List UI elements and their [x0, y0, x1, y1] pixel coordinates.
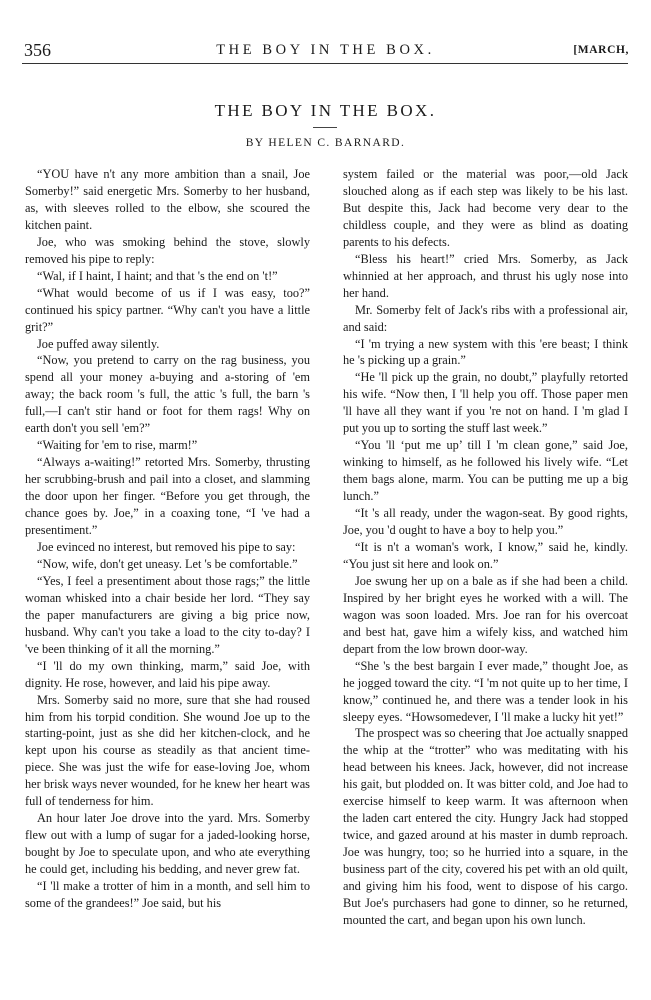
paragraph: system failed or the material was poor,—old Jack slouched along as if each step was likely to be his last. But despite this, Jack had become very dear to the childless couple, and they were as blind as doating parents to his defects.	[343, 167, 628, 249]
paragraph: The prospect was so cheering that Joe actually snapped the whip at the “trotter” who was meditating with his head between his knees. Jack, however, did not increase his gait, but plodded on. It was bitter cold, and Joe had to exercise himself to keep warm. It was afternoon when the laden cart entered the city. Hungry Jack had stopped twice, and gazed around at his master in dumb reproach. Joe was hungry, too; so he hurried into a square, in the business part of the city, covered his pet with an old quilt, and giving him his food, went to dispose of his cargo. But Joe's purchasers had gone to dinner, so he returned, mounted the cart, and began upon his own lunch.	[343, 726, 628, 927]
paragraph: “It 's all ready, under the wagon-seat. By good rights, Joe, you 'd ought to have a boy to help you.”	[343, 506, 628, 538]
paragraph: “Wal, if I haint, I haint; and that 's the end on 't!”	[37, 268, 278, 283]
paragraph: “I 'm trying a new system with this 'ere beast; I think he 's picking up a grain.”	[343, 336, 628, 368]
paragraph: Mr. Somerby felt of Jack's ribs with a professional air, and said:	[343, 302, 628, 334]
paragraph: “YOU have n't any more ambition than a snail, Joe Somerby!” said energetic Mrs. Somerby to her husband, as, with sleeves rolled to the elbow, she scoured the kitchen paint.	[25, 167, 310, 232]
paragraph: “He 'll pick up the grain, no doubt,” playfully retorted his wife. “Now then, I 'll help you off. Those paper men 'll have all they want if you 're not on hand. I 'm glad I put you up to sorting the stuff last week.”	[343, 370, 628, 436]
paragraph: “I 'll make a trotter of him in a month, and sell him to some of the grandees!” Joe said, but his	[25, 879, 310, 910]
header-rule	[22, 63, 628, 64]
paragraph: Joe, who was smoking behind the stove, slowly removed his pipe to reply:	[25, 234, 310, 266]
paragraph: “I 'll do my own thinking, marm,” said Joe, with dignity. He rose, however, and laid his pipe away.	[25, 658, 310, 690]
paragraph: Joe puffed away silently.	[37, 336, 160, 351]
paragraph: “What would become of us if I was easy, too?” continued his spicy partner. “Why can't you have a little grit?”	[25, 285, 310, 334]
paragraph: “Waiting for 'em to rise, marm!”	[37, 438, 198, 453]
left-column	[25, 166, 310, 912]
running-header	[22, 40, 629, 60]
paragraph: “Always a-waiting!” retorted Mrs. Somerby, thrusting her scrubbing-brush and pail into a closet, and slamming the door upon her finger. “Before you get through, the chance goes by. Joe,” in a coaxing tone, “I 've had a presentiment.”	[25, 455, 310, 538]
paragraph: An hour later Joe drove into the yard. Mrs. Somerby flew out with a lump of sugar for a jaded-looking horse, bought by Joe to speculate upon, and who ate everything he could get, including his bedding, and never grew fat.	[25, 811, 310, 877]
right-column	[343, 166, 628, 929]
article-title: THE BOY IN THE BOX.	[214, 101, 437, 120]
paragraph: “She 's the best bargain I ever made,” thought Joe, as he jogged toward the city. “I 'm not quite up to her time, I know,” continued he, and there was a tender look in his sleepy eyes. “Howsomedever, I 'll make a lucky hit yet!”	[343, 658, 628, 724]
paragraph: Joe swung her up on a bale as if she had been a child. Inspired by her bright eyes he worked with a will. The wagon was soon loaded. Mrs. Joe ran for his overcoat and best hat, gave him a wifely kiss, and watched him depart from the low brown door-way.	[343, 573, 628, 656]
paragraph: “You 'll ‘put me up’ till I 'm clean gone,” said Joe, winking to himself, as he followed his lively wife. “Let them bags alone, marm. You can be putting me up a big lunch.”	[343, 438, 628, 504]
paragraph: “It is n't a woman's work, I know,” said he, kindly. “You just sit here and look on.”	[343, 539, 628, 571]
paragraph: Joe evinced no interest, but removed his pipe to say:	[37, 539, 296, 554]
title-rule	[313, 127, 337, 128]
paragraph: Mrs. Somerby said no more, sure that she had roused him from his torpid condition. She wound Joe up to the starting-point, just as she did her kitchen-clock, and he kept upon his course as steadily as that ancient time-piece. She was just the wife for ease-loving Joe, whom her brisk ways never wounded, for he knew her heart was full of tenderness for him.	[25, 692, 310, 809]
running-month: [MARCH,	[573, 44, 629, 56]
running-title: THE BOY IN THE BOX.	[216, 42, 435, 58]
paragraph: “Bless his heart!” cried Mrs. Somerby, as Jack whinnied at her approach, and thrust his ugly nose into her hand.	[343, 251, 628, 300]
paragraph: “Now, wife, don't get uneasy. Let 's be comfortable.”	[37, 556, 298, 571]
page-number: 356	[24, 40, 51, 60]
paragraph: “Now, you pretend to carry on the rag business, you spend all your money a-buying and a-storing of 'em away; the back room 's full, the attic 's full, the barn 's full,—I can't stir hand or foot for them rags! Why on earth don't you sell 'em?”	[25, 353, 310, 436]
article-byline: BY HELEN C. BARNARD.	[245, 137, 406, 149]
paragraph: “Yes, I feel a presentiment about those rags;” the little woman whisked into a chair beside her lord. “They say the paper manufacturers are giving a big price now, husband. Why can't you take a load to the city to-day? I 've been thinking of it all the morning.”	[25, 573, 310, 656]
